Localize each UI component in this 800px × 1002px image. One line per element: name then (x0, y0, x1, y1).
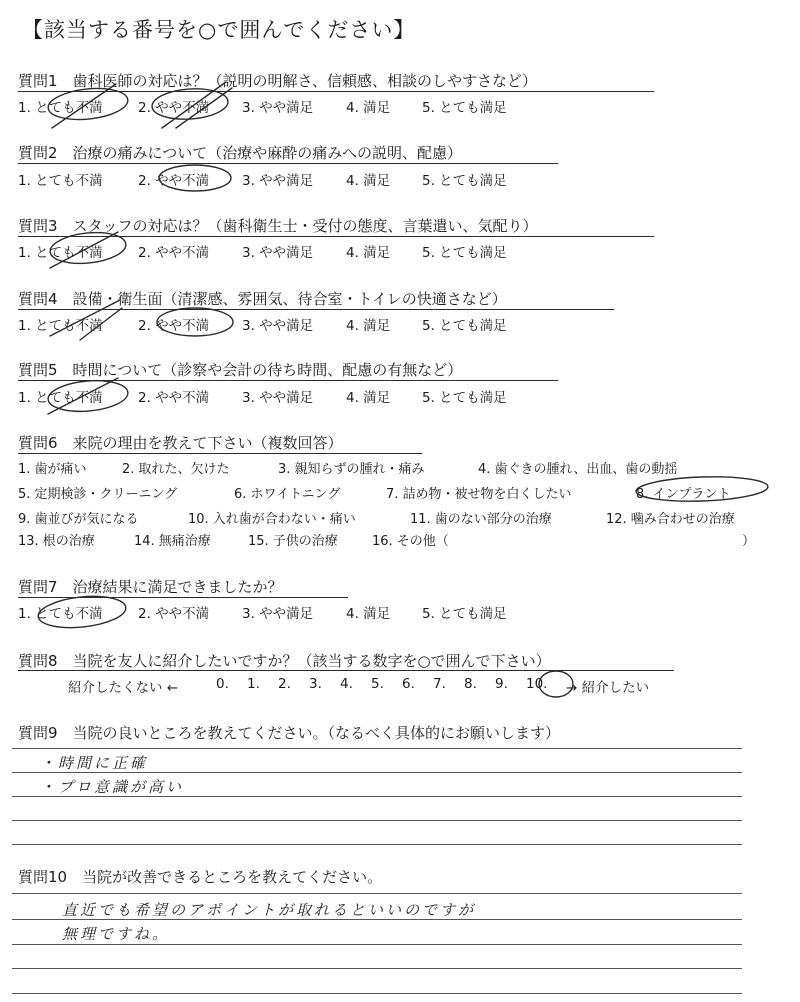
q6-option-3[interactable]: 3. 親知らずの腫れ・痛み (278, 462, 425, 477)
form-title: 【該当する番号を○で囲んでください】 (22, 18, 416, 42)
q6-option-14[interactable]: 14. 無痛治療 (134, 534, 211, 549)
question-4-options (18, 314, 532, 334)
q5-option-5[interactable]: 5. とても満足 (422, 390, 507, 406)
q3-option-2[interactable]: 2. やや不満 (138, 245, 210, 261)
q6-option-5[interactable]: 5. 定期検診・クリーニング (18, 487, 178, 502)
scale-3[interactable]: 3. (309, 676, 322, 692)
question-8-underline (18, 670, 674, 671)
q4-option-1[interactable]: 1. とても不満 (18, 318, 103, 334)
scale-8[interactable]: 8. (464, 676, 477, 692)
question-5-underline (18, 380, 558, 381)
q6-option-2[interactable]: 2. 取れた、欠けた (122, 462, 230, 477)
q6-option-16[interactable]: 16. その他（ (372, 534, 449, 549)
question-7-options (18, 602, 532, 622)
scale-0[interactable]: 0. (216, 676, 229, 692)
q1-option-1[interactable]: 1. とても不満 (18, 100, 103, 116)
scale-right-label: → 紹介したい (566, 680, 650, 696)
q4-option-5[interactable]: 5. とても満足 (422, 318, 507, 334)
q2-option-5[interactable]: 5. とても満足 (422, 173, 507, 189)
question-5-options (18, 386, 532, 406)
q5-option-4[interactable]: 4. 満足 (346, 390, 391, 406)
answer-line (12, 844, 742, 845)
q6-option-4[interactable]: 4. 歯ぐきの腫れ、出血、歯の動揺 (478, 462, 678, 477)
q3-option-4[interactable]: 4. 満足 (346, 245, 391, 261)
q2-option-4[interactable]: 4. 満足 (346, 173, 391, 189)
q10-answer-2: 無理ですね。 (62, 925, 171, 943)
question-1-underline (18, 91, 654, 92)
question-3-underline (18, 236, 654, 237)
q3-option-1[interactable]: 1. とても不満 (18, 245, 103, 261)
q7-option-2[interactable]: 2. やや不満 (138, 606, 210, 622)
q6-option-10[interactable]: 10. 入れ歯が合わない・痛い (188, 512, 356, 527)
question-3-options (18, 241, 532, 261)
question-2-options (18, 169, 532, 189)
scale-2[interactable]: 2. (278, 676, 291, 692)
answer-line (12, 944, 742, 945)
q5-option-3[interactable]: 3. やや満足 (242, 390, 314, 406)
other-close-paren: ） (742, 534, 756, 549)
q6-option-13[interactable]: 13. 根の治療 (18, 534, 95, 549)
q6-option-11[interactable]: 11. 歯のない部分の治療 (410, 512, 552, 527)
question-7-label: 質問7 治療結果に満足できましたか？ (18, 578, 283, 596)
q4-option-2[interactable]: 2. やや不満 (138, 318, 210, 334)
q5-option-1[interactable]: 1. とても不満 (18, 390, 103, 406)
answer-line (12, 968, 742, 969)
q1-option-5[interactable]: 5. とても満足 (422, 100, 507, 116)
q6-option-15[interactable]: 15. 子供の治療 (248, 534, 338, 549)
scale-4[interactable]: 4. (340, 676, 353, 692)
q9-answer-2: ・プロ意識が高い (40, 778, 185, 796)
question-6-underline (18, 453, 422, 454)
q6-option-1[interactable]: 1. 歯が痛い (18, 462, 87, 477)
question-6-row-4 (18, 530, 482, 549)
question-6-label: 質問6 来院の理由を教えて下さい（複数回答） (18, 434, 343, 452)
answer-line (12, 820, 742, 821)
q6-option-6[interactable]: 6. ホワイトニング (234, 487, 341, 502)
q1-option-4[interactable]: 4. 満足 (346, 100, 391, 116)
question-5-label: 質問5 時間について（診察や会計の待ち時間、配慮の有無など） (18, 361, 463, 379)
q4-option-3[interactable]: 3. やや満足 (242, 318, 314, 334)
scale-left-label: 紹介したくない ← (68, 680, 179, 696)
question-2-label: 質問2 治療の痛みについて（治療や麻酔の痛みへの説明、配慮） (18, 144, 462, 162)
q3-option-5[interactable]: 5. とても満足 (422, 245, 507, 261)
q7-option-5[interactable]: 5. とても満足 (422, 606, 507, 622)
q1-option-2[interactable]: 2. やや不満 (138, 100, 210, 116)
q7-option-3[interactable]: 3. やや満足 (242, 606, 314, 622)
q6-option-12[interactable]: 12. 噛み合わせの治療 (606, 512, 735, 527)
question-9-label: 質問9 当院の良いところを教えてください。（なるべく具体的にお願いします） (18, 724, 561, 742)
scale-1[interactable]: 1. (247, 676, 260, 692)
answer-line (12, 748, 742, 749)
q6-option-9[interactable]: 9. 歯並びが気になる (18, 512, 139, 527)
scale-7[interactable]: 7. (433, 676, 446, 692)
q9-answer-1: ・時間に正確 (40, 754, 149, 772)
question-4-label: 質問4 設備・衛生面（清潔感、雰囲気、待合室・トイレの快適さなど） (18, 290, 507, 308)
question-6-row-1 (18, 458, 748, 477)
answer-line (12, 893, 742, 894)
scale-5[interactable]: 5. (371, 676, 384, 692)
q7-option-4[interactable]: 4. 満足 (346, 606, 391, 622)
question-8-label: 質問8 当院を友人に紹介したいですか？（該当する数字を○で囲んで下さい） (18, 652, 551, 670)
q1-option-3[interactable]: 3. やや満足 (242, 100, 314, 116)
q10-answer-1: 直近でも希望のアポイントが取れるといいのですが (62, 901, 477, 919)
scale-9[interactable]: 9. (495, 676, 508, 692)
question-1-options (18, 96, 532, 116)
question-10-label: 質問10 当院が改善できるところを教えてください。 (18, 868, 383, 886)
q4-option-4[interactable]: 4. 満足 (346, 318, 391, 334)
scale-10[interactable]: 10. (526, 676, 548, 692)
question-7-underline (18, 597, 348, 598)
q2-option-3[interactable]: 3. やや満足 (242, 173, 314, 189)
q3-option-3[interactable]: 3. やや満足 (242, 245, 314, 261)
answer-line (12, 993, 742, 994)
question-6-row-2 (18, 483, 766, 502)
question-6-row-3 (18, 508, 776, 527)
q6-option-8[interactable]: 8. インプラント (636, 487, 731, 502)
question-2-underline (18, 163, 558, 164)
q2-option-1[interactable]: 1. とても不満 (18, 173, 103, 189)
question-4-underline (18, 309, 614, 310)
question-8-scale (68, 676, 676, 696)
q6-option-7[interactable]: 7. 詰め物・被せ物を白くしたい (386, 487, 572, 502)
question-1-label: 質問1 歯科医師の対応は？（説明の明解さ、信頼感、相談のしやすさなど） (18, 72, 537, 90)
q7-option-1[interactable]: 1. とても不満 (18, 606, 103, 622)
scale-6[interactable]: 6. (402, 676, 415, 692)
q5-option-2[interactable]: 2. やや不満 (138, 390, 210, 406)
q2-option-2[interactable]: 2. やや不満 (138, 173, 210, 189)
question-3-label: 質問3 スタッフの対応は？（歯科衛生士・受付の態度、言葉遣い、気配り） (18, 217, 538, 235)
